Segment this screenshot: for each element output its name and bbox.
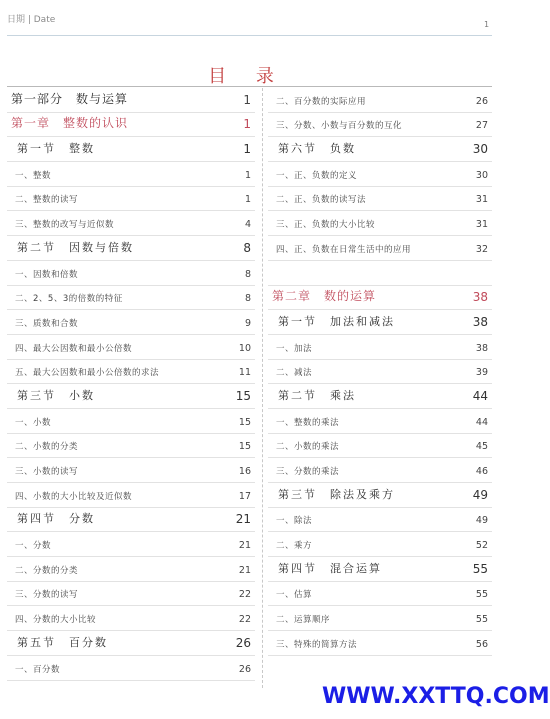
toc-entry-label: 第一节 加法和减法: [278, 314, 395, 328]
toc-entry-label: 三、整数的改写与近似数: [15, 220, 115, 231]
toc-entry-label: 四、正、负数在日常生活中的应用: [276, 244, 412, 255]
toc-entry-label: 一、估算: [276, 590, 313, 601]
toc-entry-page: 52: [475, 540, 488, 552]
toc-entry-label: 一、加法: [276, 343, 313, 354]
toc-entry-page: 45: [475, 441, 488, 453]
toc-section-row[interactable]: [268, 384, 492, 409]
toc-entry-label: 二、分数的分类: [15, 565, 79, 576]
toc-entry-page: 15: [235, 388, 251, 403]
toc-entry-page: 8: [243, 240, 251, 255]
toc-entry-page: 49: [475, 515, 488, 527]
toc-entry-label: 四、小数的大小比较及近似数: [15, 491, 133, 502]
toc-entry-page: 55: [472, 561, 488, 576]
toc-entry-page: 30: [472, 142, 488, 157]
header-rule: [7, 35, 492, 36]
toc-section-row[interactable]: [7, 384, 255, 409]
toc-entry-page: 26: [235, 635, 251, 650]
toc-entry-page: 9: [244, 317, 251, 329]
toc-item-row[interactable]: [268, 211, 492, 236]
toc-entry-label: 一、因数和倍数: [15, 269, 79, 280]
toc-entry-page: 15: [238, 441, 251, 453]
date-label: 日期 | Date: [7, 15, 56, 25]
toc-item-row[interactable]: [7, 532, 255, 557]
toc-item-row[interactable]: [7, 187, 255, 212]
toc-entry-label: 第三节 小数: [17, 388, 95, 402]
toc-item-row[interactable]: [7, 211, 255, 236]
toc-entry-label: 一、小数: [15, 417, 52, 428]
toc-entry-label: 第五节 百分数: [17, 635, 108, 649]
toc-entry-page: 31: [475, 219, 488, 231]
toc-entry-page: 8: [244, 268, 251, 280]
toc-entry-page: 38: [475, 342, 488, 354]
page-header: [0, 0, 520, 36]
toc-entry-label: 一、分数: [15, 541, 52, 552]
toc-blank-row: [268, 261, 492, 286]
toc-item-row[interactable]: [7, 409, 255, 434]
toc-entry-label: 第二节 乘法: [278, 388, 356, 402]
toc-entry-label: 第四节 分数: [17, 512, 95, 526]
toc-entry-page: 4: [244, 219, 251, 231]
toc-entry-page: 21: [238, 564, 251, 576]
column-divider: [262, 88, 263, 688]
toc-right-column: [268, 88, 492, 656]
toc-entry-page: 21: [238, 540, 251, 552]
toc-left-column: [7, 88, 255, 681]
toc-entry-label: 二、小数的分类: [15, 442, 79, 453]
toc-item-row[interactable]: [7, 310, 255, 335]
toc-section-row[interactable]: [268, 557, 492, 582]
toc-entry-label: 三、正、负数的大小比较: [276, 220, 376, 231]
toc-entry-label: 二、2、5、3的倍数的特征: [15, 294, 123, 305]
toc-entry-page: 38: [472, 314, 488, 329]
toc-entry-page: 22: [238, 614, 251, 626]
toc-entry-page: 1: [243, 117, 251, 132]
toc-item-row[interactable]: [7, 606, 255, 631]
toc-entry-label: 第二节 因数与倍数: [17, 240, 134, 254]
toc-entry-label: 二、运算顺序: [276, 615, 331, 626]
toc-entry-label: 三、小数的读写: [15, 467, 79, 477]
toc-entry-label: 一、除法: [276, 516, 313, 527]
toc-item-row[interactable]: [268, 409, 492, 434]
toc-entry-page: 30: [475, 169, 488, 181]
toc-chapter-row[interactable]: [7, 113, 255, 138]
toc-title: 目 录: [208, 66, 286, 87]
toc-entry-label: 第一章 整数的认识: [11, 116, 129, 131]
toc-entry-page: 55: [475, 589, 488, 601]
toc-entry-label: 二、减法: [276, 368, 313, 379]
toc-section-row[interactable]: [7, 631, 255, 656]
toc-item-row[interactable]: [7, 360, 255, 385]
toc-entry-page: 17: [238, 490, 251, 502]
toc-entry-label: 一、整数: [15, 170, 52, 181]
toc-section-row[interactable]: [268, 310, 492, 335]
toc-entry-page: 55: [475, 614, 488, 626]
toc-entry-page: 16: [238, 466, 251, 477]
watermark: WWW.XXTTQ.COM: [322, 684, 550, 709]
toc-item-row[interactable]: [268, 162, 492, 187]
toc-entry-page: 11: [238, 367, 251, 379]
toc-item-row[interactable]: [7, 458, 255, 483]
toc-entry-page: 46: [475, 466, 488, 477]
toc-item-row[interactable]: [268, 236, 492, 261]
toc-entry-page: 10: [238, 342, 251, 354]
toc-item-row[interactable]: [268, 335, 492, 360]
toc-entry-page: 1: [243, 142, 251, 157]
toc-item-row[interactable]: [7, 335, 255, 360]
page-number: 1: [484, 20, 490, 29]
toc-item-row[interactable]: [268, 606, 492, 631]
toc-entry-label: 第四节 混合运算: [278, 561, 382, 575]
toc-item-row[interactable]: [268, 458, 492, 483]
toc-entry-page: 27: [475, 120, 488, 132]
toc-entry-page: 31: [475, 194, 488, 206]
toc-entry-label: 五、最大公因数和最小公倍数的求法: [15, 368, 160, 379]
toc-item-row[interactable]: [268, 434, 492, 459]
toc-entry-page: 39: [475, 367, 488, 379]
toc-entry-label: 三、特殊的简算方法: [276, 639, 358, 650]
toc-item-row[interactable]: [268, 187, 492, 212]
toc-item-row[interactable]: [7, 483, 255, 508]
toc-entry-label: 三、分数的乘法: [276, 467, 340, 477]
toc-entry-page: 21: [235, 512, 251, 527]
toc-entry-label: 第六节 负数: [278, 142, 356, 156]
toc-section-row[interactable]: [268, 137, 492, 162]
toc-entry-page: 26: [475, 95, 488, 107]
toc-entry-label: 二、乘方: [276, 541, 313, 552]
toc-item-row[interactable]: [268, 113, 492, 138]
toc-entry-label: 二、小数的乘法: [276, 442, 340, 453]
toc-entry-page: 26: [238, 663, 251, 675]
toc-item-row[interactable]: [7, 557, 255, 582]
toc-section-row[interactable]: [7, 236, 255, 261]
toc-entry-label: 三、分数、小数与百分数的互化: [276, 121, 403, 132]
toc-entry-label: 四、最大公因数和最小公倍数: [15, 343, 133, 354]
toc-entry-label: 三、分数的读写: [15, 590, 79, 601]
toc-entry-label: 三、质数和合数: [15, 318, 79, 329]
toc-entry-label: 一、正、负数的定义: [276, 170, 358, 181]
toc-item-row[interactable]: [268, 88, 492, 113]
title-rule: [7, 86, 492, 87]
toc-entry-page: 44: [475, 416, 488, 428]
toc-item-row[interactable]: [268, 631, 492, 656]
toc-chapter-row[interactable]: [268, 286, 492, 311]
toc-entry-page: 1: [243, 92, 251, 107]
toc-entry-label: 二、整数的读写: [15, 195, 79, 206]
toc-entry-page: 49: [472, 487, 488, 502]
toc-entry-page: 1: [244, 194, 251, 206]
toc-item-row[interactable]: [7, 434, 255, 459]
toc-entry-page: 38: [472, 290, 488, 305]
toc-entry-label: 四、分数的大小比较: [15, 615, 97, 626]
toc-entry-label: 第一节 整数: [17, 142, 95, 156]
toc-section-row[interactable]: [7, 508, 255, 533]
toc-item-row[interactable]: [7, 582, 255, 607]
toc-part-row[interactable]: [7, 88, 255, 113]
toc-item-row[interactable]: [268, 582, 492, 607]
toc-section-row[interactable]: [268, 483, 492, 508]
toc-item-row[interactable]: [268, 360, 492, 385]
toc-item-row[interactable]: [7, 656, 255, 681]
toc-entry-page: 22: [238, 589, 251, 601]
toc-entry-page: 44: [472, 388, 488, 403]
toc-entry-label: 一、整数的乘法: [276, 417, 340, 428]
toc-item-row[interactable]: [268, 508, 492, 533]
toc-item-row[interactable]: [268, 532, 492, 557]
toc-section-row[interactable]: [7, 137, 255, 162]
toc-entry-page: 32: [475, 243, 488, 255]
toc-entry-label: 第二章 数的运算: [272, 289, 377, 304]
toc-entry-label: 第一部分 数与运算: [11, 91, 129, 106]
toc-entry-page: 56: [475, 638, 488, 650]
toc-entry-label: 二、百分数的实际应用: [276, 96, 367, 107]
toc-entry-page: 15: [238, 416, 251, 428]
toc-entry-label: 二、正、负数的读写法: [276, 195, 367, 206]
toc-entry-page: 8: [244, 293, 251, 305]
toc-item-row[interactable]: [7, 286, 255, 311]
toc-entry-label: 一、百分数: [15, 664, 61, 675]
toc-entry-label: 第三节 除法及乘方: [278, 487, 395, 501]
toc-item-row[interactable]: [7, 162, 255, 187]
toc-item-row[interactable]: [7, 261, 255, 286]
toc-entry-page: 1: [244, 169, 251, 181]
